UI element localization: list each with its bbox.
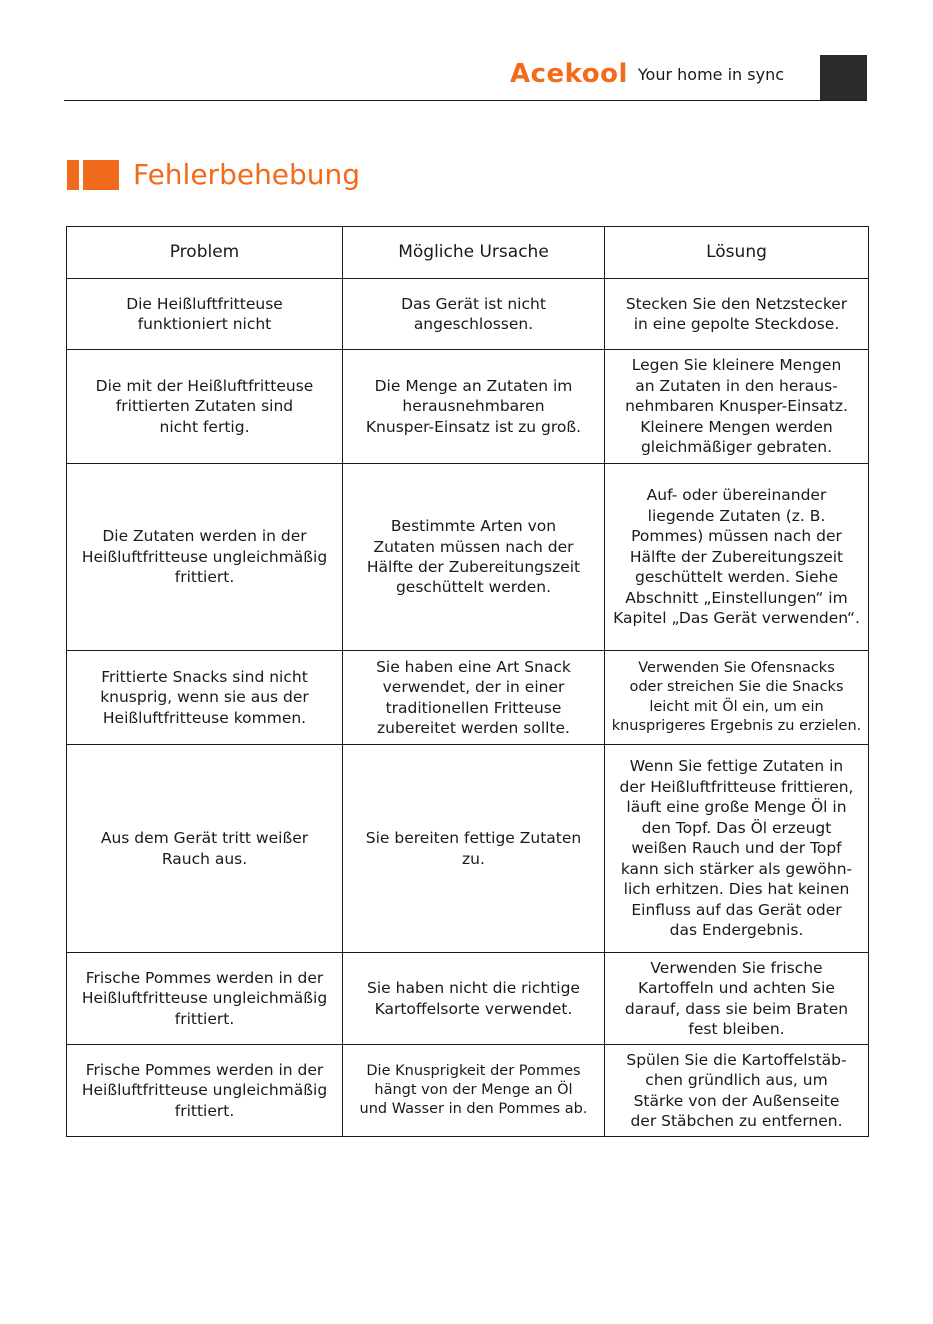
problem-text: Die Zutaten werden in der Heißluftfritteuse ungleichmäßig frittiert. [81, 527, 328, 587]
brand-logo: Acekool [510, 59, 628, 89]
page-corner-block [820, 55, 867, 101]
problem-text: Frittierte Snacks sind nicht knusprig, wenn sie aus der Heißluftfritteuse kommen. [100, 667, 309, 727]
section-heading [67, 158, 360, 191]
solution-text: Legen Sie kleinere Mengen an Zutaten in den heraus- nehmbaren Knusper-Einsatz. Kleinere Mengen werden gleichmäßiger gebraten. [625, 356, 848, 457]
solution-cell [605, 350, 869, 464]
brand-tagline: Your home in sync [637, 64, 785, 84]
cause-cell [343, 953, 605, 1045]
cause-text: Die Knusprigkeit der Pommes hängt von der Menge an Öl und Wasser in den Pommes ab. [359, 1062, 588, 1118]
header-divider [64, 100, 867, 101]
troubleshooting-table [66, 226, 869, 1137]
problem-cell [67, 464, 343, 651]
cause-cell [343, 350, 605, 464]
problem-text: Aus dem Gerät tritt weißer Rauch aus. [100, 829, 309, 868]
solution-cell [605, 279, 869, 350]
cause-text: Bestimmte Arten von Zutaten müssen nach der Hälfte der Zubereitungszeit geschüttelt werden. [366, 517, 581, 597]
cause-text: Sie haben eine Art Snack verwendet, der in einer traditionellen Fritteuse zubereitet werden sollte. [376, 657, 571, 737]
solution-text: Stecken Sie den Netzstecker in eine gepolte Steckdose. [625, 294, 848, 333]
cause-cell [343, 745, 605, 953]
brand-header [510, 58, 784, 90]
problem-text: Frische Pommes werden in der Heißluftfritteuse ungleichmäßig frittiert. [81, 968, 328, 1028]
solution-text: Auf- oder übereinander liegende Zutaten (z. B. Pommes) müssen nach der Hälfte der Zubereitungszeit geschüttelt werden. Siehe Abschnitt „Einstellungen“ im Kapitel „Das Gerät verwenden“. [613, 486, 860, 628]
solution-cell [605, 651, 869, 745]
problem-cell [67, 350, 343, 464]
cause-text: Das Gerät ist nicht angeschlossen. [401, 294, 546, 333]
solution-text: Wenn Sie fettige Zutaten in der Heißluftfritteuse frittieren, läuft eine große Menge Öl in den Topf. Das Öl erzeugt weißen Rauch und der Topf kann sich stärker als gewöhn- lich erhitzen. Dies hat keinen Einfluss auf das Gerät oder das Endergebnis. [619, 757, 854, 940]
table-row [67, 745, 869, 953]
column-header-cause: Mögliche Ursache [343, 227, 605, 279]
cause-cell [343, 279, 605, 350]
solution-text: Verwenden Sie Ofensnacks oder streichen Sie die Snacks leicht mit Öl ein, um ein knusprigeres Ergebnis zu erzielen. [611, 660, 862, 734]
heading-marker-small [67, 160, 79, 190]
page-title: Fehlerbehebung [133, 158, 361, 191]
problem-text: Die mit der Heißluftfritteuse frittierten Zutaten sind nicht fertig. [95, 376, 314, 436]
solution-cell [605, 1045, 869, 1137]
table-row [67, 350, 869, 464]
problem-cell [67, 279, 343, 350]
column-header-solution: Lösung [605, 227, 869, 279]
solution-cell [605, 745, 869, 953]
table-row [67, 1045, 869, 1137]
table-row [67, 464, 869, 651]
cause-text: Sie haben nicht die richtige Kartoffelsorte verwendet. [367, 979, 580, 1018]
cause-cell [343, 1045, 605, 1137]
problem-cell [67, 953, 343, 1045]
table-row [67, 279, 869, 350]
table-row [67, 651, 869, 745]
solution-cell [605, 464, 869, 651]
table-row [67, 953, 869, 1045]
heading-marker-large [83, 160, 119, 190]
cause-cell [343, 464, 605, 651]
problem-cell [67, 1045, 343, 1137]
cause-text: Die Menge an Zutaten im herausnehmbaren Knusper-Einsatz ist zu groß. [365, 376, 582, 436]
problem-text: Die Heißluftfritteuse funktioniert nicht [126, 294, 283, 333]
solution-cell [605, 953, 869, 1045]
solution-text: Verwenden Sie frische Kartoffeln und achten Sie darauf, dass sie beim Braten fest bleiben. [624, 958, 849, 1038]
problem-text: Frische Pommes werden in der Heißluftfritteuse ungleichmäßig frittiert. [81, 1060, 328, 1120]
cause-cell [343, 651, 605, 745]
problem-cell [67, 651, 343, 745]
cause-text: Sie bereiten fettige Zutaten zu. [365, 829, 582, 868]
solution-text: Spülen Sie die Kartoffelstäb- chen gründlich aus, um Stärke von der Außenseite der Stäbchen zu entfernen. [626, 1050, 847, 1130]
table-header-row [67, 227, 869, 279]
problem-cell [67, 745, 343, 953]
column-header-problem: Problem [67, 227, 343, 279]
